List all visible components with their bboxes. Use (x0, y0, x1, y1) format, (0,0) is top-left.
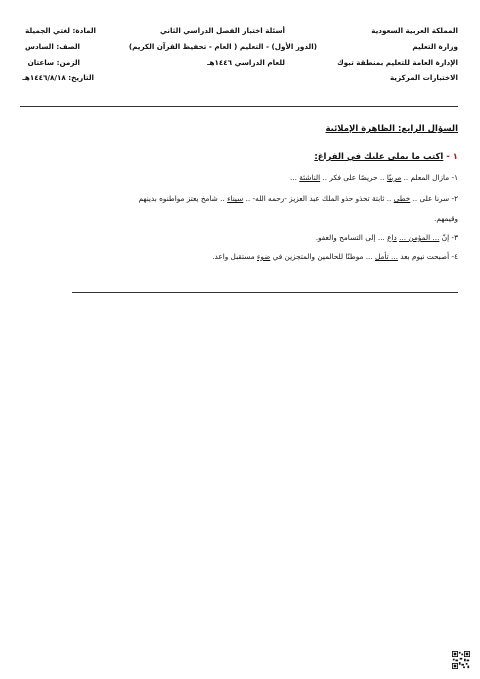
header-right-2: وزارة التعليم (412, 42, 458, 51)
header-left-4: التاريخ: ١٤٤٦/٨/١٨هـ (22, 73, 94, 82)
dictation-line-3 (316, 233, 458, 242)
header-left-1: المادة: لغتي الجميلة (25, 26, 96, 35)
header-center-2: (الدور الأول) - التعليم ( العام - تحفيظ القرآن الكريم) (128, 42, 317, 51)
line3-part-c: ... إلى التسامح والعفو. (315, 233, 388, 242)
line1-word-1: مربيًا (386, 173, 402, 182)
qr-code-icon (452, 651, 470, 669)
header-divider (20, 106, 458, 107)
dictation-line-1 (290, 173, 458, 182)
line4-part-b: ... موطنًا للحالمين والمتجزين في (270, 252, 375, 261)
line2-part-b: .. ثابتة تحذو حذو الملك عبد العزيز -رحمه الله- .. (243, 194, 394, 203)
section-end-divider (72, 292, 458, 293)
line3-word-2: داع (387, 233, 397, 242)
line1-word-2: الناشئة (299, 173, 321, 182)
dictation-line-2-continued: وقيمهم. (434, 214, 458, 223)
header-right-3: الإدارة العامة للتعليم بمنطقة تبوك (337, 58, 458, 67)
line4-part-a: ٤- أصبحت نيوم بعد (397, 252, 458, 261)
line2-word-2: سيناء (227, 194, 244, 203)
question-title: السؤال الرابع: الظاهرة الإملائية (325, 124, 458, 134)
header-center-1: أسئلة اختبار الفصل الدراسي الثاني (160, 26, 285, 35)
sub-question (314, 152, 458, 162)
line4-word-2: ضوء (256, 252, 271, 261)
header-left-3: الزمن: ساعتان (27, 58, 80, 67)
line2-word-1: خطى (393, 194, 411, 203)
line2-part-c: .. شامخ يعتز مواطنوه بدينهم (138, 194, 228, 203)
sub-question-text: اكتب ما يملى عليك في الفراغ: (314, 152, 444, 162)
line3-part-a: ٣- إنّ (439, 233, 458, 242)
dictation-line-4 (212, 252, 458, 261)
line4-part-c: مستقبل واعد. (212, 252, 257, 261)
header-right-1: المملكة العربية السعودية (371, 26, 458, 35)
line3-word-1: ... المؤمن ... (399, 233, 440, 242)
line1-part-b: .. حريصًا على فكر .. (320, 173, 387, 182)
line1-part-c: ... (289, 173, 300, 182)
dictation-line-2 (138, 194, 458, 203)
header-right-4: الاختبارات المركزية (389, 73, 458, 82)
line4-word-1: ... تأمل (374, 252, 398, 261)
header-center-3: للعام الدراسي ١٤٤٦هـ (207, 58, 285, 67)
line1-part-a: ١- مازال المعلم .. (401, 173, 458, 182)
header-left-2: الصف: السادس (25, 42, 80, 51)
line2-part-a: ٢- سرنا على .. (410, 194, 458, 203)
sub-question-number: ١ - (446, 152, 458, 162)
